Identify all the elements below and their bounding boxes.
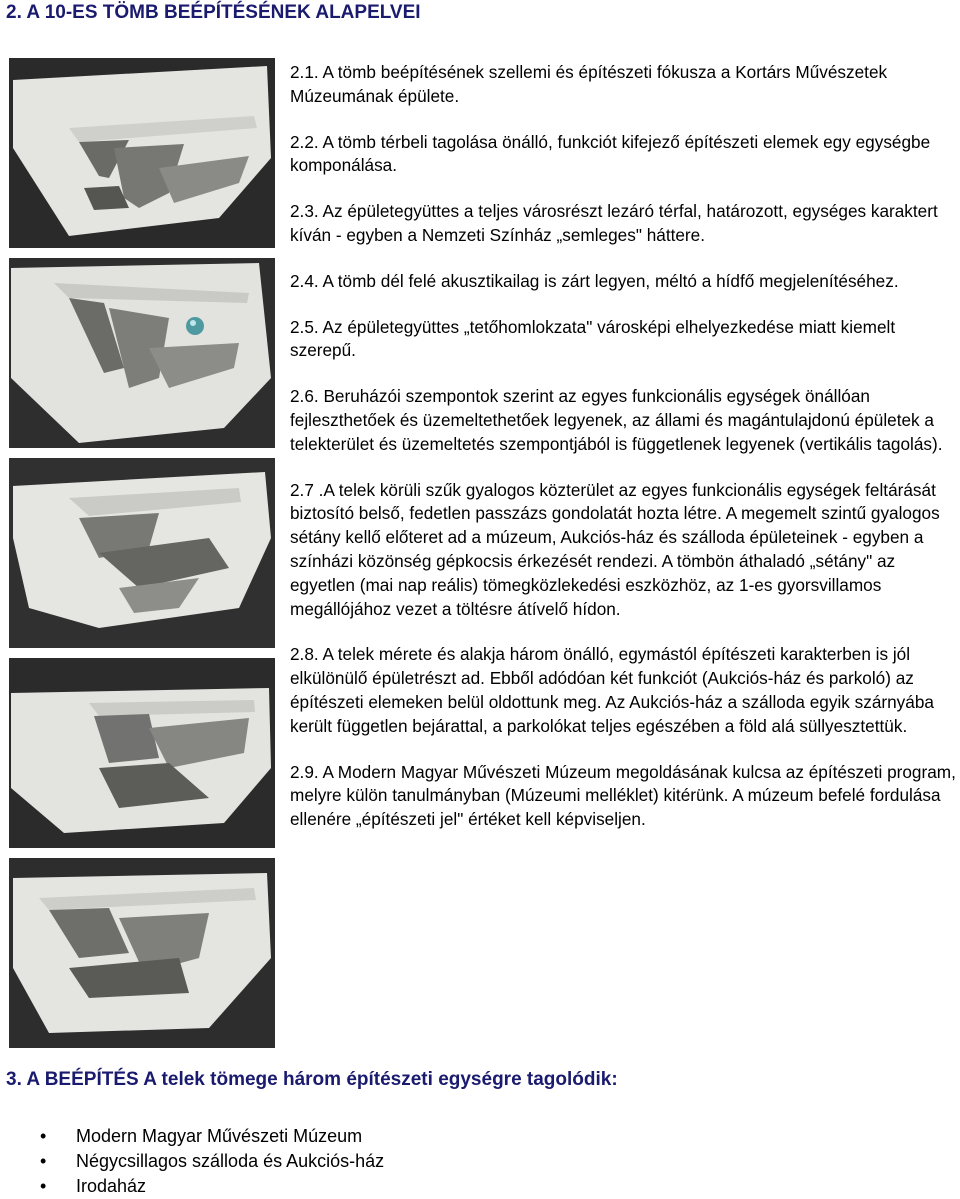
- paragraph-2-1: 2.1. A tömb beépítésének szellemi és építészeti fókusza a Kortárs Művészetek Múzeumának épülete.: [290, 62, 888, 106]
- list-item: • Irodaház: [40, 1174, 384, 1199]
- paragraph-2-6: 2.6. Beruházói szempontok szerint az egyes funkcionális egységek önállóan fejleszthetőek és üzemeltethetőek legyenek, az állami és magántulajdonú épületek a telekterület és üzemeltetés szempontjából is függetlenek legyenek (vertikális tagolás).: [290, 386, 943, 454]
- model-photo-5: [9, 858, 275, 1048]
- list-item: • Modern Magyar Művészeti Múzeum: [40, 1124, 384, 1149]
- model-photo-1: [9, 58, 275, 248]
- model-photo-3: [9, 458, 275, 648]
- model-photo-2: [9, 258, 275, 448]
- paragraph-2-9: 2.9. A Modern Magyar Művészeti Múzeum megoldásának kulcsa az építészeti program, melyre külön tanulmányban (Múzeumi melléklet) kitérünk. A múzeum befelé fordulása ellenére „építészeti jel" értéket kell képviseljen.: [290, 761, 956, 830]
- list-item: • Négycsillagos szálloda és Aukciós-ház: [40, 1149, 384, 1174]
- paragraph-2-3: 2.3. Az épületegyüttes a teljes városrészt lezáró térfal, határozott, egységes karaktert kíván - egyben a Nemzeti Színház „semleges" háttere.: [290, 201, 938, 245]
- section-3-heading: 3. A BEÉPÍTÉS A telek tömege három építészeti egységre tagolódik:: [6, 1069, 618, 1090]
- paragraph-2-4: 2.4. A tömb dél felé akusztikailag is zárt legyen, méltó a hídfő megjelenítéséhez.: [290, 270, 899, 291]
- section-2-body: [290, 61, 958, 854]
- paragraph-2-8: 2.8. A telek mérete és alakja három önálló, egymástól építészeti karakterben is jól elkülönülő épületrészt ad. Ebből adódóan két funkciót (Aukciós-ház és parkoló) az építészeti elemeken belül oldottunk meg. Az Aukciós-ház a szálloda egyik szárnyába került független bejárattal, a parkolókat teljes egészében a föld alá süllyesztettük.: [290, 644, 934, 736]
- paragraph-2-5: 2.5. Az épületegyüttes „tetőhomlokzata" városképi elhelyezkedése miatt kiemelt szerepű.: [290, 316, 896, 361]
- section-2-heading: 2. A 10-ES TÖMB BEÉPÍTÉSÉNEK ALAPELVEI: [6, 2, 421, 23]
- building-units-list: [40, 1124, 384, 1199]
- paragraph-2-2: 2.2. A tömb térbeli tagolása önálló, funkciót kifejező építészeti elemek egy egységbe komponálása.: [290, 131, 931, 176]
- model-photo-4: [9, 658, 275, 848]
- model-photo-column: [9, 58, 275, 1058]
- paragraph-2-7: 2.7 .A telek körüli szűk gyalogos közterület az egyes funkcionális egységek feltárását biztosító belső, fedetlen passzázs gondolatát hozta létre. A megemelt szintű gyalogos sétány kellő előteret ad a múzeum, Aukciós-ház és szálloda épületeinek - egyben a színházi közönség gépkocsis érkezését rendezi. A tömbön áthaladó „sétány" az egyetlen (mai nap reális) tömegközlekedési eszközhöz, az 1-es gyorsvillamos megállójához vezet a töltésre átívelő hídon.: [290, 479, 940, 619]
